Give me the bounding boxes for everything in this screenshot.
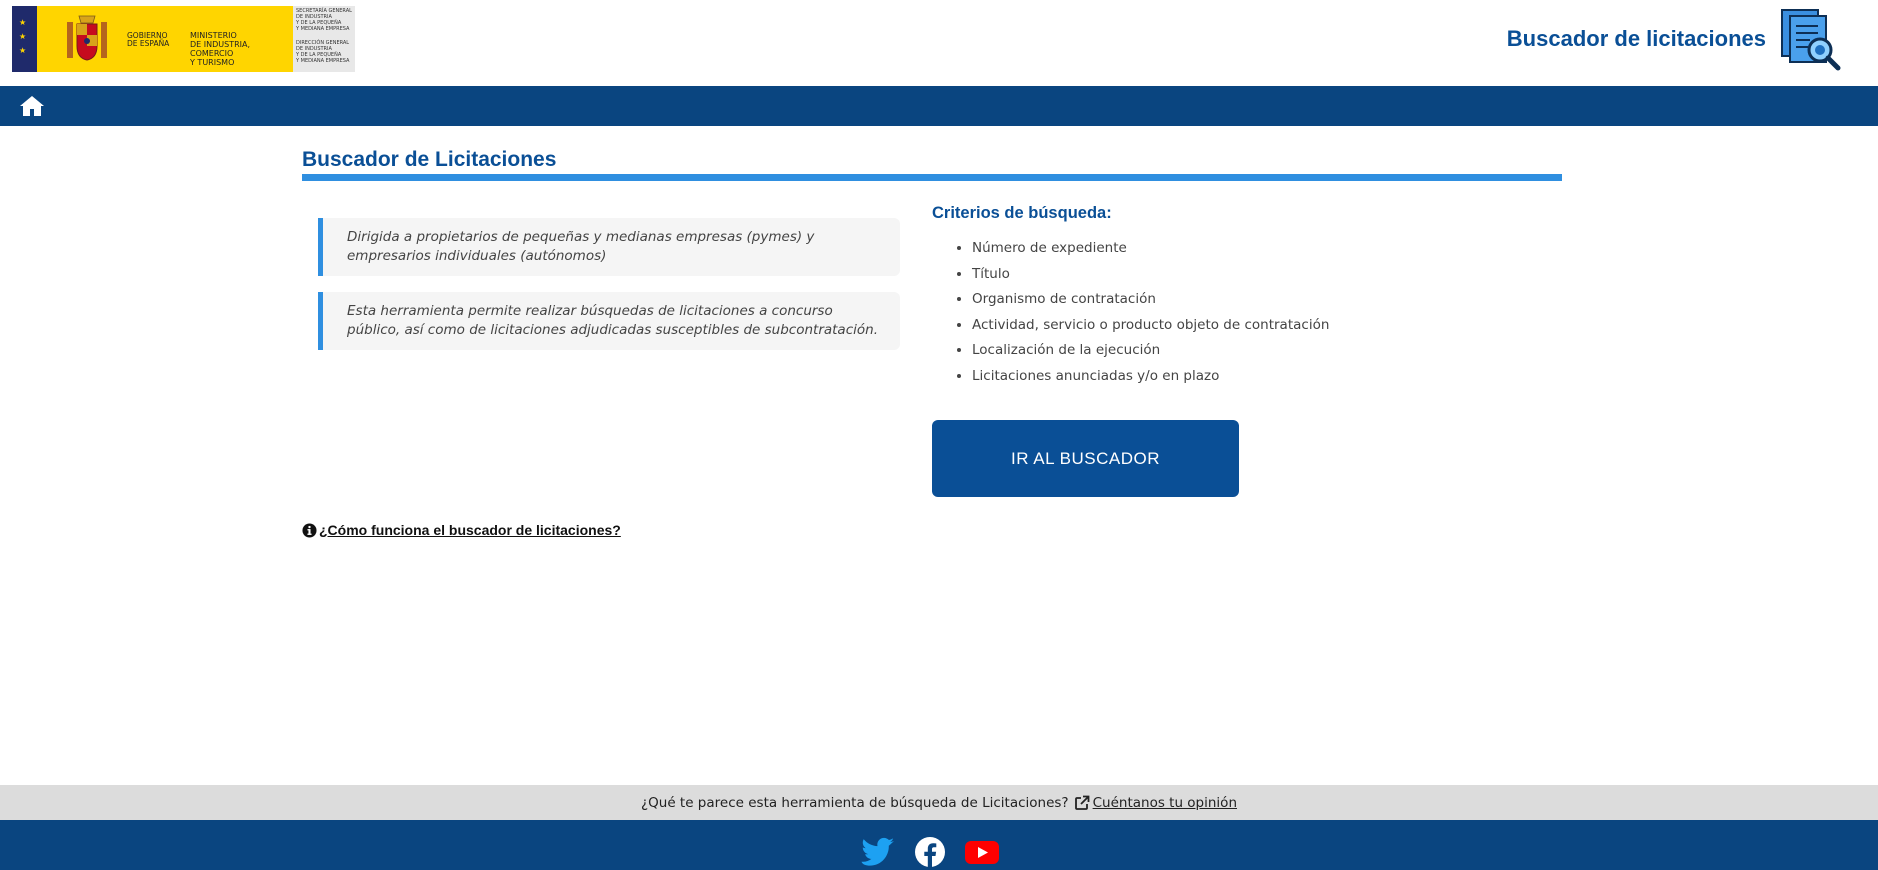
youtube-icon[interactable] [964, 836, 1000, 868]
logo-secretaria-text: SECRETARÍA GENERAL DE INDUSTRIA Y DE LA PEQUEÑA Y MEDIANA EMPRESA [296, 8, 352, 32]
site-footer [0, 820, 1878, 870]
government-logo[interactable] [12, 6, 355, 72]
list-item: • Organismo de contratación [972, 288, 1329, 314]
logo-gobierno-text: GOBIERNO DE ESPAÑA [127, 31, 170, 48]
top-navbar [0, 86, 1878, 126]
search-criteria [932, 204, 1329, 391]
list-item: • Licitaciones anunciadas y/o en plazo [972, 365, 1329, 391]
coat-of-arms-icon [65, 14, 109, 64]
feedback-question: ¿Qué te parece esta herramienta de búsqueda de Licitaciones? [640, 794, 1069, 811]
feedback-bar [0, 785, 1878, 820]
info-quote-description: Esta herramienta permite realizar búsquedas de licitaciones a concurso público, así como de licitaciones adjudicadas susceptibles de subcontratación. [318, 292, 900, 350]
external-link-icon [1074, 795, 1090, 811]
help-link-row [302, 522, 621, 538]
list-item: • Título [972, 263, 1329, 289]
home-icon[interactable] [18, 94, 46, 118]
info-icon [302, 523, 317, 538]
how-it-works-link[interactable]: ¿Cómo funciona el buscador de licitaciones? [319, 522, 621, 538]
logo-secretaria-block [293, 6, 355, 72]
list-item: • Actividad, servicio o producto objeto de contratación [972, 314, 1329, 340]
twitter-icon[interactable] [860, 836, 896, 868]
criteria-title: Criterios de búsqueda: [932, 204, 1112, 222]
logo-direccion-text: DIRECCIÓN GENERAL DE INDUSTRIA Y DE LA PEQUEÑA Y MEDIANA EMPRESA [296, 40, 350, 64]
list-item: • Número de expediente [972, 237, 1329, 263]
app-title[interactable]: Buscador de licitaciones [1506, 26, 1766, 51]
site-header [0, 0, 1878, 86]
feedback-link[interactable]: Cuéntanos tu opinión [1092, 794, 1238, 811]
title-divider [302, 174, 1562, 181]
info-quote-audience: Dirigida a propietarios de pequeñas y medianas empresas (pymes) y empresarios individuales (autónomos) [318, 218, 900, 276]
logo-ministry-block [37, 6, 293, 72]
logo-flag-stripe: ★ ★ ★ [12, 6, 37, 72]
list-item: • Localización de la ejecución [972, 339, 1329, 365]
page-title: Buscador de Licitaciones [302, 148, 557, 171]
criteria-list [932, 237, 1329, 391]
logo-ministerio-text: MINISTERIO DE INDUSTRIA, COMERCIO Y TURISMO [190, 31, 251, 67]
document-search-icon [1780, 8, 1842, 72]
go-to-search-button[interactable]: IR AL BUSCADOR [932, 420, 1239, 497]
facebook-icon[interactable] [912, 836, 948, 868]
